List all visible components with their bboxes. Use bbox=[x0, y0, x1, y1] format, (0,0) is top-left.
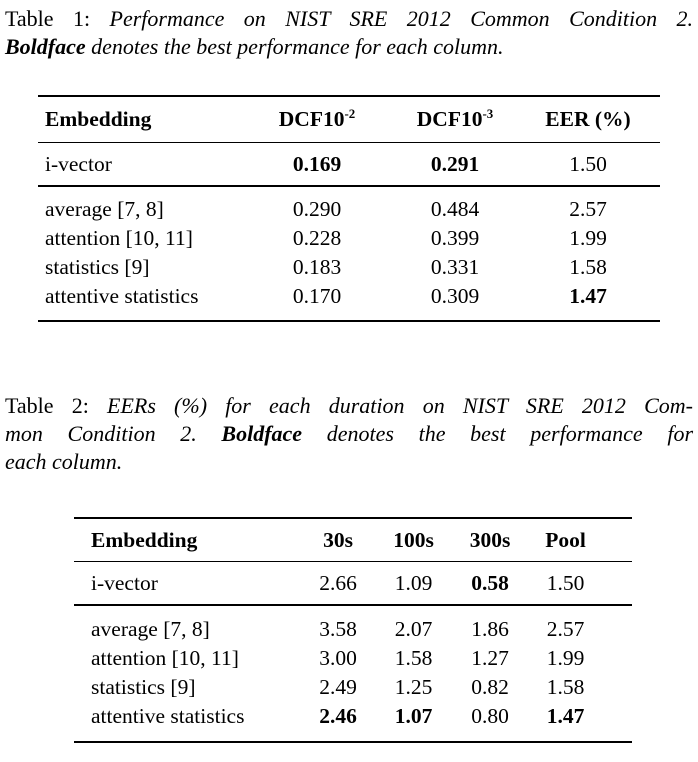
table1-caption-boldface-word: Boldface bbox=[5, 34, 86, 59]
cell-30s: 2.66 bbox=[300, 562, 376, 606]
table2-caption-boldface-word: Boldface bbox=[221, 421, 303, 446]
cell-100s: 1.07 bbox=[394, 704, 433, 728]
table2-col-100s: 100s bbox=[376, 518, 451, 562]
table1-col-dcf10-3 bbox=[374, 96, 536, 143]
row-label: i-vector bbox=[38, 143, 260, 187]
table1-row-ivector bbox=[38, 143, 660, 187]
cell-30s: 2.49 bbox=[319, 675, 357, 699]
cell-100s: 1.09 bbox=[376, 562, 451, 606]
row-label: average [7, 8] bbox=[45, 197, 164, 221]
table1-col-dcf10-2 bbox=[260, 96, 374, 143]
table2-col-30s: 30s bbox=[300, 518, 376, 562]
dcf10-3-superscript: -3 bbox=[482, 106, 494, 121]
table1-header bbox=[38, 96, 660, 143]
table1-caption-text-after-bold: denotes the best performance for each column. bbox=[91, 34, 504, 59]
table1-caption-line1 bbox=[5, 5, 693, 33]
cell-300s: 1.27 bbox=[471, 646, 509, 670]
table2-row-attention bbox=[74, 644, 632, 673]
cell-dcf10-2: 0.228 bbox=[292, 226, 342, 250]
cell-100s: 1.25 bbox=[394, 675, 433, 699]
cell-pool: 1.58 bbox=[546, 675, 585, 699]
table2-caption-line1 bbox=[5, 392, 693, 420]
table1-caption bbox=[5, 5, 693, 61]
table2-caption-text-4: each column. bbox=[5, 449, 123, 474]
cell-100s: 2.07 bbox=[394, 617, 433, 641]
row-label: attentive statistics bbox=[91, 704, 245, 728]
cell-300s: 0.82 bbox=[471, 675, 509, 699]
cell-300s: 0.58 bbox=[451, 562, 529, 606]
cell-dcf10-3: 0.331 bbox=[430, 255, 480, 279]
cell-eer: 2.57 bbox=[569, 197, 607, 221]
cell-eer: 1.47 bbox=[569, 284, 607, 308]
table1-header-row bbox=[38, 96, 660, 143]
table2-embeddings-group bbox=[74, 605, 632, 742]
table2-caption-line3 bbox=[5, 448, 693, 476]
table1-row-attentive-statistics bbox=[38, 282, 660, 321]
cell-30s: 3.58 bbox=[319, 617, 357, 641]
table2-baseline-group bbox=[74, 562, 632, 606]
table2-row-attentive-statistics bbox=[74, 702, 632, 742]
table1-row-statistics bbox=[38, 253, 660, 282]
table1-caption-line2 bbox=[5, 33, 693, 61]
table1-col-embedding: Embedding bbox=[38, 96, 260, 143]
table2-row-average bbox=[74, 605, 632, 644]
row-label: statistics [9] bbox=[91, 675, 196, 699]
table1-embeddings-group bbox=[38, 186, 660, 321]
row-label: i-vector bbox=[74, 562, 300, 606]
table2-caption-text-2: mon Condition 2. bbox=[5, 421, 197, 446]
table2-col-embedding: Embedding bbox=[74, 518, 300, 562]
cell-eer: 1.58 bbox=[569, 255, 607, 279]
cell-300s: 0.80 bbox=[471, 704, 509, 728]
cell-30s: 2.46 bbox=[319, 704, 357, 728]
row-label: attention [10, 11] bbox=[45, 226, 193, 250]
dcf10-2-base: DCF10 bbox=[278, 107, 345, 131]
table2-row-statistics bbox=[74, 673, 632, 702]
cell-eer: 1.50 bbox=[536, 143, 660, 187]
table2-caption-text-3: denotes the best performance for bbox=[326, 421, 694, 446]
cell-pool: 1.47 bbox=[546, 704, 585, 728]
cell-dcf10-2: 0.169 bbox=[260, 143, 374, 187]
table2-row-ivector bbox=[74, 562, 632, 606]
cell-pool: 1.50 bbox=[529, 562, 632, 606]
row-label: attention [10, 11] bbox=[91, 646, 239, 670]
table1-baseline-group bbox=[38, 143, 660, 187]
cell-eer: 1.99 bbox=[569, 226, 607, 250]
row-label: attentive statistics bbox=[45, 284, 199, 308]
cell-300s: 1.86 bbox=[471, 617, 509, 641]
table2-caption-line2 bbox=[5, 420, 693, 448]
table1-performance-nist-sre bbox=[38, 95, 660, 322]
cell-dcf10-3: 0.309 bbox=[430, 284, 480, 308]
cell-dcf10-2: 0.183 bbox=[292, 255, 342, 279]
table1-caption-label: Table 1: bbox=[5, 6, 91, 31]
table2-col-300s: 300s bbox=[451, 518, 529, 562]
cell-pool: 1.99 bbox=[546, 646, 585, 670]
table2-caption bbox=[5, 392, 693, 476]
table2-caption-label: Table 2: bbox=[5, 393, 89, 418]
table1-caption-text: Performance on NIST SRE 2012 Common Condition 2. bbox=[109, 6, 694, 31]
cell-dcf10-3: 0.291 bbox=[374, 143, 536, 187]
cell-dcf10-2: 0.290 bbox=[292, 197, 342, 221]
cell-dcf10-3: 0.484 bbox=[430, 197, 480, 221]
cell-dcf10-3: 0.399 bbox=[430, 226, 480, 250]
row-label: average [7, 8] bbox=[91, 617, 210, 641]
dcf10-3-base: DCF10 bbox=[416, 107, 483, 131]
table2-col-pool: Pool bbox=[529, 518, 632, 562]
cell-pool: 2.57 bbox=[546, 617, 585, 641]
cell-30s: 3.00 bbox=[319, 646, 357, 670]
table2-caption-text-1: EERs (%) for each duration on NIST SRE 2012 Com- bbox=[107, 393, 693, 418]
dcf10-2-superscript: -2 bbox=[344, 106, 356, 121]
table1-row-average bbox=[38, 186, 660, 224]
table2-eers-per-duration bbox=[74, 517, 632, 743]
table1-col-eer: EER (%) bbox=[536, 96, 660, 143]
table1-row-attention bbox=[38, 224, 660, 253]
cell-dcf10-2: 0.170 bbox=[292, 284, 342, 308]
row-label: statistics [9] bbox=[45, 255, 150, 279]
table2-header bbox=[74, 518, 632, 562]
cell-100s: 1.58 bbox=[394, 646, 433, 670]
table2-header-row bbox=[74, 518, 632, 562]
